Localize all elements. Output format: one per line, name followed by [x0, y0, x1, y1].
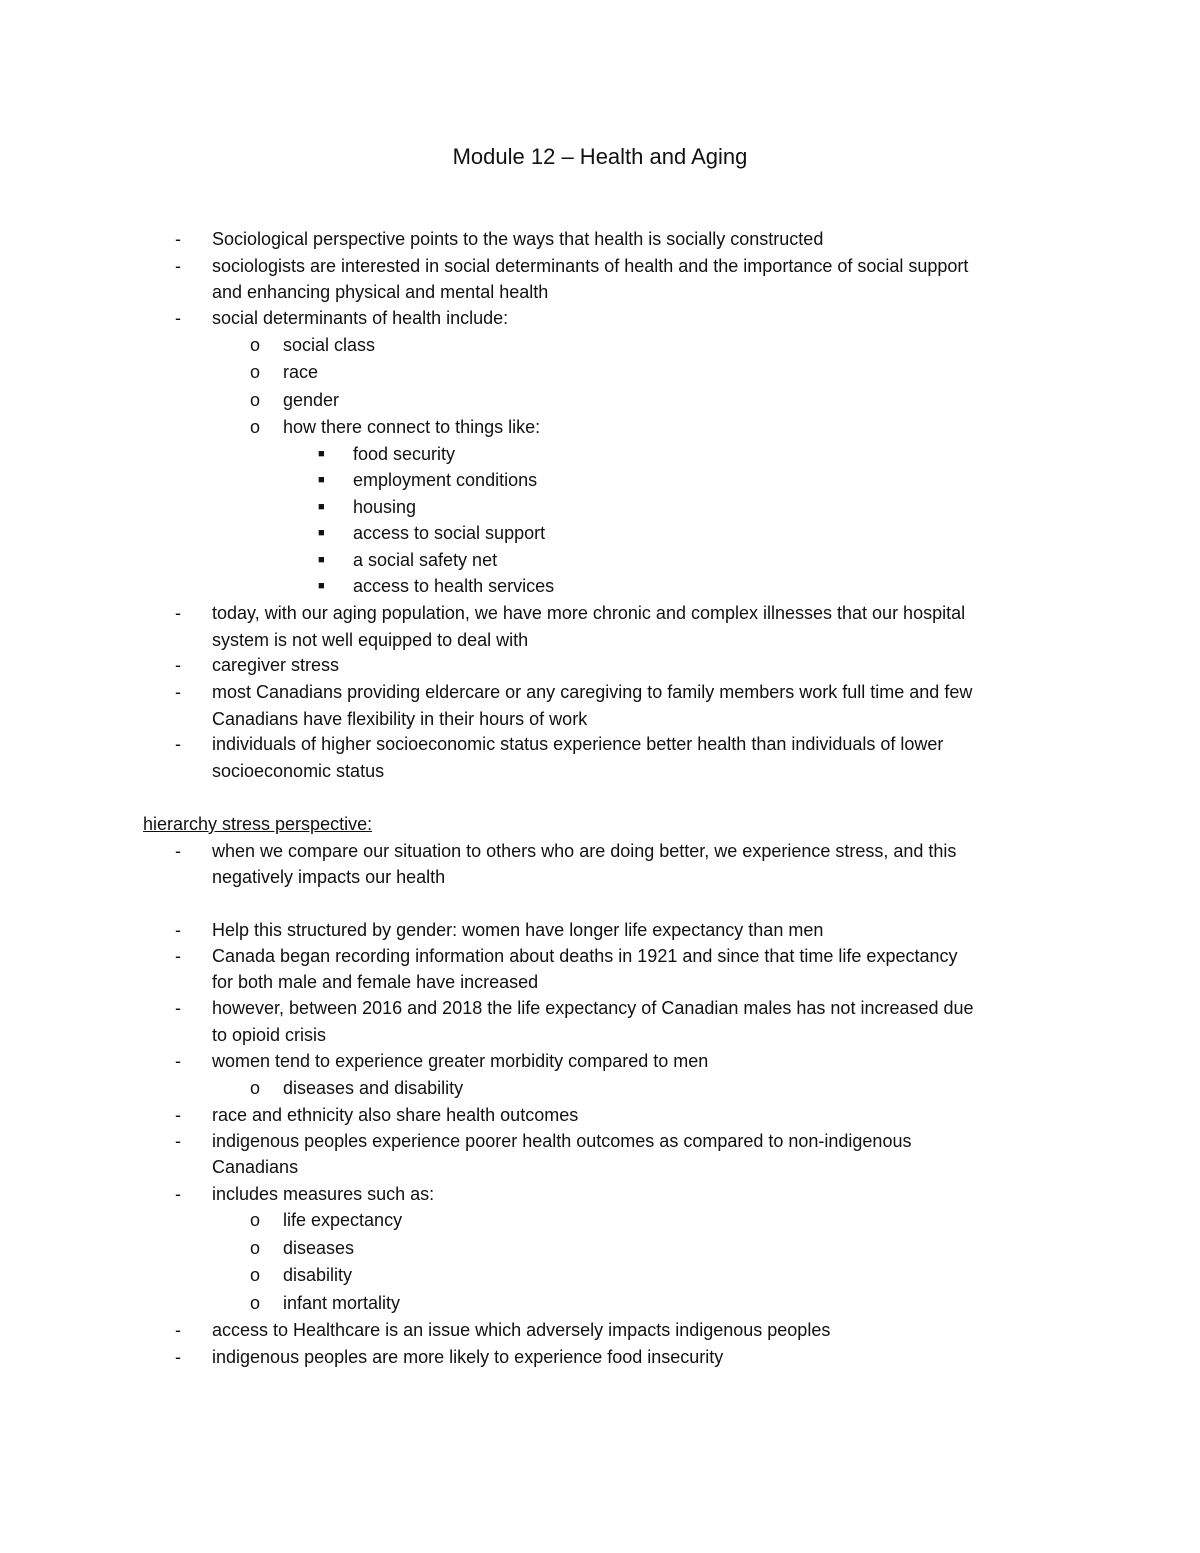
dash-bullet: -: [175, 1347, 181, 1367]
square-bullet: ■: [318, 474, 325, 486]
sub-list-item: disability: [283, 1265, 353, 1285]
circle-bullet: o: [250, 1238, 261, 1258]
list-item: women tend to experience greater morbidity compared to men: [212, 1051, 709, 1071]
sub-list-item: diseases and disability: [283, 1078, 464, 1098]
sub-sub-list-item: access to social support: [353, 523, 546, 543]
sub-list-item: how there connect to things like:: [283, 417, 541, 437]
list-item: Help this structured by gender: women have longer life expectancy than men: [212, 920, 824, 940]
square-bullet: ■: [318, 580, 325, 592]
circle-bullet: o: [250, 1078, 261, 1098]
dash-bullet: -: [175, 256, 181, 276]
dash-bullet: -: [175, 1105, 181, 1125]
dash-bullet: -: [175, 946, 181, 966]
list-item: race and ethnicity also share health outcomes: [212, 1105, 579, 1125]
sub-sub-list-item: a social safety net: [353, 550, 498, 570]
sub-sub-list-item: housing: [353, 497, 417, 517]
dash-bullet: -: [175, 1131, 181, 1151]
list-item: Sociological perspective points to the ways that health is socially constructed: [212, 229, 824, 249]
list-item: caregiver stress: [212, 655, 340, 675]
sub-list-item: social class: [283, 335, 376, 355]
list-item-continuation: for both male and female have increased: [212, 972, 539, 992]
dash-bullet: -: [175, 1320, 181, 1340]
circle-bullet: o: [250, 1293, 261, 1313]
sub-list-item: gender: [283, 390, 340, 410]
section-heading: hierarchy stress perspective:: [143, 814, 373, 834]
list-item: Canada began recording information about deaths in 1921 and since that time life expectancy: [212, 946, 958, 966]
dash-bullet: -: [175, 1184, 181, 1204]
dash-bullet: -: [175, 229, 181, 249]
list-item: sociologists are interested in social determinants of health and the importance of social support: [212, 256, 969, 276]
square-bullet: ■: [318, 527, 325, 539]
square-bullet: ■: [318, 448, 325, 460]
list-item: includes measures such as:: [212, 1184, 435, 1204]
circle-bullet: o: [250, 1265, 261, 1285]
list-item-continuation: negatively impacts our health: [212, 867, 446, 887]
list-item: when we compare our situation to others who are doing better, we experience stress, and this: [212, 841, 957, 861]
list-item: indigenous peoples experience poorer health outcomes as compared to non-indigenous: [212, 1131, 912, 1151]
dash-bullet: -: [175, 841, 181, 861]
list-item: access to Healthcare is an issue which adversely impacts indigenous peoples: [212, 1320, 831, 1340]
dash-bullet: -: [175, 603, 181, 623]
sub-sub-list-item: food security: [353, 444, 456, 464]
sub-list-item: infant mortality: [283, 1293, 401, 1313]
list-item-continuation: Canadians have flexibility in their hours of work: [212, 709, 588, 729]
square-bullet: ■: [318, 554, 325, 566]
sub-list-item: life expectancy: [283, 1210, 403, 1230]
list-item-continuation: Canadians: [212, 1157, 299, 1177]
list-item-continuation: socioeconomic status: [212, 761, 385, 781]
list-item-continuation: to opioid crisis: [212, 1025, 327, 1045]
sub-list-item: race: [283, 362, 319, 382]
circle-bullet: o: [250, 390, 261, 410]
dash-bullet: -: [175, 655, 181, 675]
sub-sub-list-item: employment conditions: [353, 470, 538, 490]
list-item: today, with our aging population, we have more chronic and complex illnesses that our hospital: [212, 603, 966, 623]
square-bullet: ■: [318, 501, 325, 513]
circle-bullet: o: [250, 1210, 261, 1230]
circle-bullet: o: [250, 362, 261, 382]
dash-bullet: -: [175, 1051, 181, 1071]
list-item: indigenous peoples are more likely to experience food insecurity: [212, 1347, 724, 1367]
dash-bullet: -: [175, 682, 181, 702]
sub-list-item: diseases: [283, 1238, 355, 1258]
list-item: most Canadians providing eldercare or any caregiving to family members work full time and few: [212, 682, 973, 702]
dash-bullet: -: [175, 308, 181, 328]
list-item: social determinants of health include:: [212, 308, 509, 328]
list-item-continuation: system is not well equipped to deal with: [212, 630, 529, 650]
circle-bullet: o: [250, 417, 261, 437]
dash-bullet: -: [175, 998, 181, 1018]
document-title: Module 12 – Health and Aging: [452, 144, 748, 169]
sub-sub-list-item: access to health services: [353, 576, 555, 596]
list-item: however, between 2016 and 2018 the life expectancy of Canadian males has not increased due: [212, 998, 974, 1018]
list-item: individuals of higher socioeconomic status experience better health than individuals of lower: [212, 734, 944, 754]
list-item-continuation: and enhancing physical and mental health: [212, 282, 549, 302]
dash-bullet: -: [175, 734, 181, 754]
dash-bullet: -: [175, 920, 181, 940]
circle-bullet: o: [250, 335, 261, 355]
